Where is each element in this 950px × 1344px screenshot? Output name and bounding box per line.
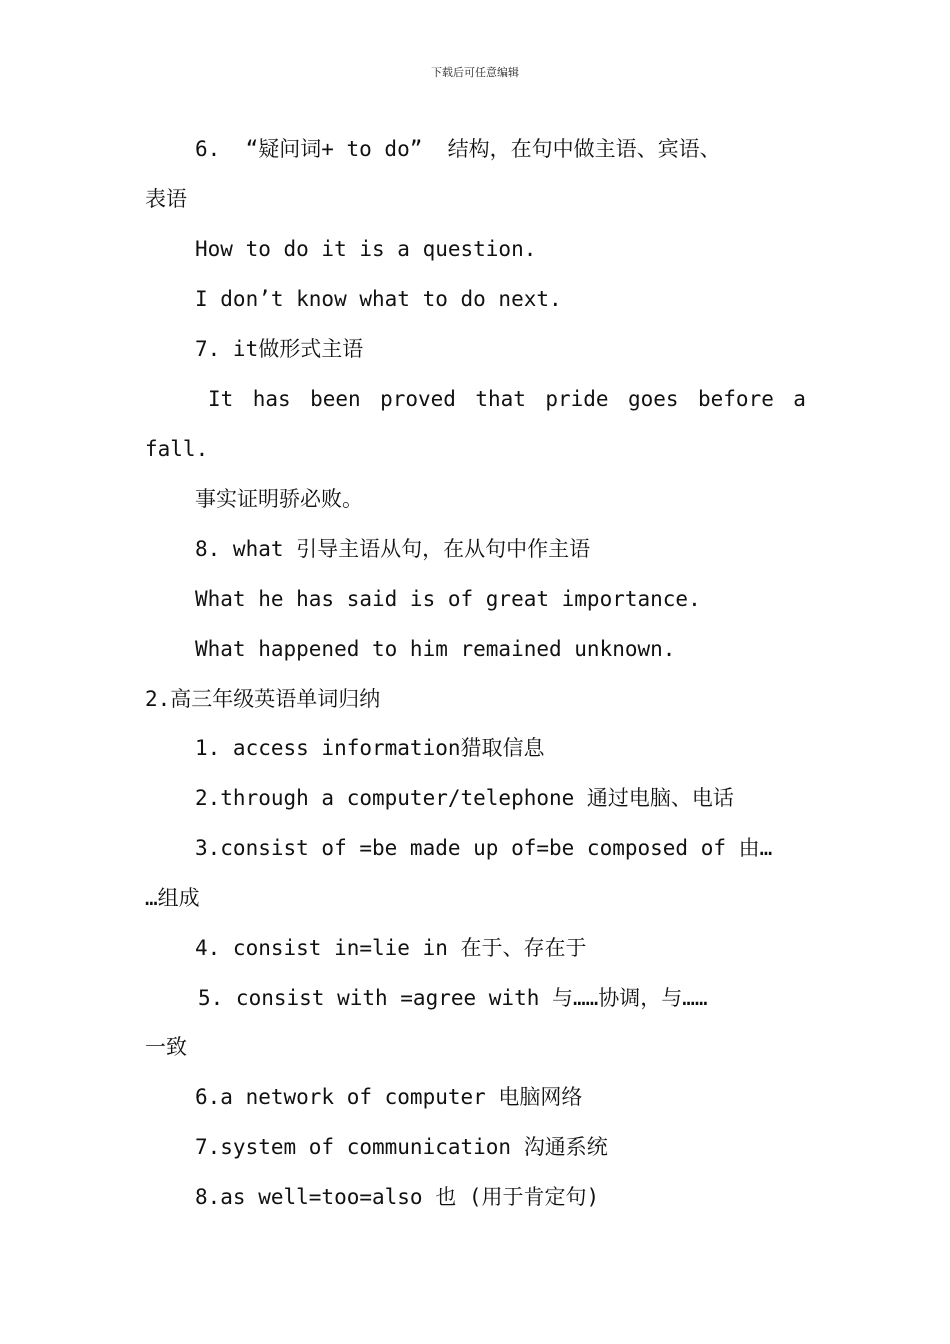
word: pride (545, 387, 609, 411)
word: proved (380, 387, 456, 411)
vocab-item: 1. access information猎取信息 (195, 736, 545, 760)
page-header: 下载后可任意编辑 (431, 66, 519, 79)
section-title: 2.高三年级英语单词归纳 (145, 687, 381, 711)
item-8-heading: 8. what 引导主语从句，在从句中作主语 (195, 537, 591, 561)
vocab-item: 8.as well=too=also 也 (用于肯定句) (195, 1185, 600, 1209)
example-translation: 事实证明骄必败。 (195, 487, 363, 511)
word: a (793, 387, 806, 411)
vocab-item: 3.consist of =be made up of=be composed of 由… (195, 836, 773, 860)
vocab-item: 6.a network of computer 电脑网络 (195, 1085, 583, 1109)
word: been (310, 387, 361, 411)
word: that (475, 387, 526, 411)
example-sentence-continued: fall. (145, 437, 209, 461)
example-sentence-justified (208, 384, 806, 414)
word: It (208, 387, 234, 411)
example-sentence: What happened to him remained unknown. (195, 637, 676, 661)
word: has (252, 387, 291, 411)
vocab-item: 4. consist in=lie in 在于、存在于 (195, 936, 587, 960)
example-sentence: How to do it is a question. (195, 237, 537, 261)
vocab-item: 2.through a computer/telephone 通过电脑、电话 (195, 786, 734, 810)
vocab-item-continued: …组成 (145, 886, 200, 910)
example-sentence: What he has said is of great importance. (195, 587, 701, 611)
item-6-heading: 6. “疑问词+ to do” 结构，在句中做主语、宾语、 (195, 137, 721, 161)
vocab-item: 7.system of communication 沟通系统 (195, 1135, 608, 1159)
item-6-heading-continued: 表语 (145, 187, 187, 211)
item-7-heading: 7. it做形式主语 (195, 337, 364, 361)
example-sentence: I don’t know what to do next. (195, 287, 562, 311)
vocab-item: 5. consist with =agree with 与……协调，与…… (198, 986, 708, 1010)
vocab-item-continued: 一致 (145, 1035, 187, 1059)
word: goes (628, 387, 679, 411)
word: before (698, 387, 774, 411)
